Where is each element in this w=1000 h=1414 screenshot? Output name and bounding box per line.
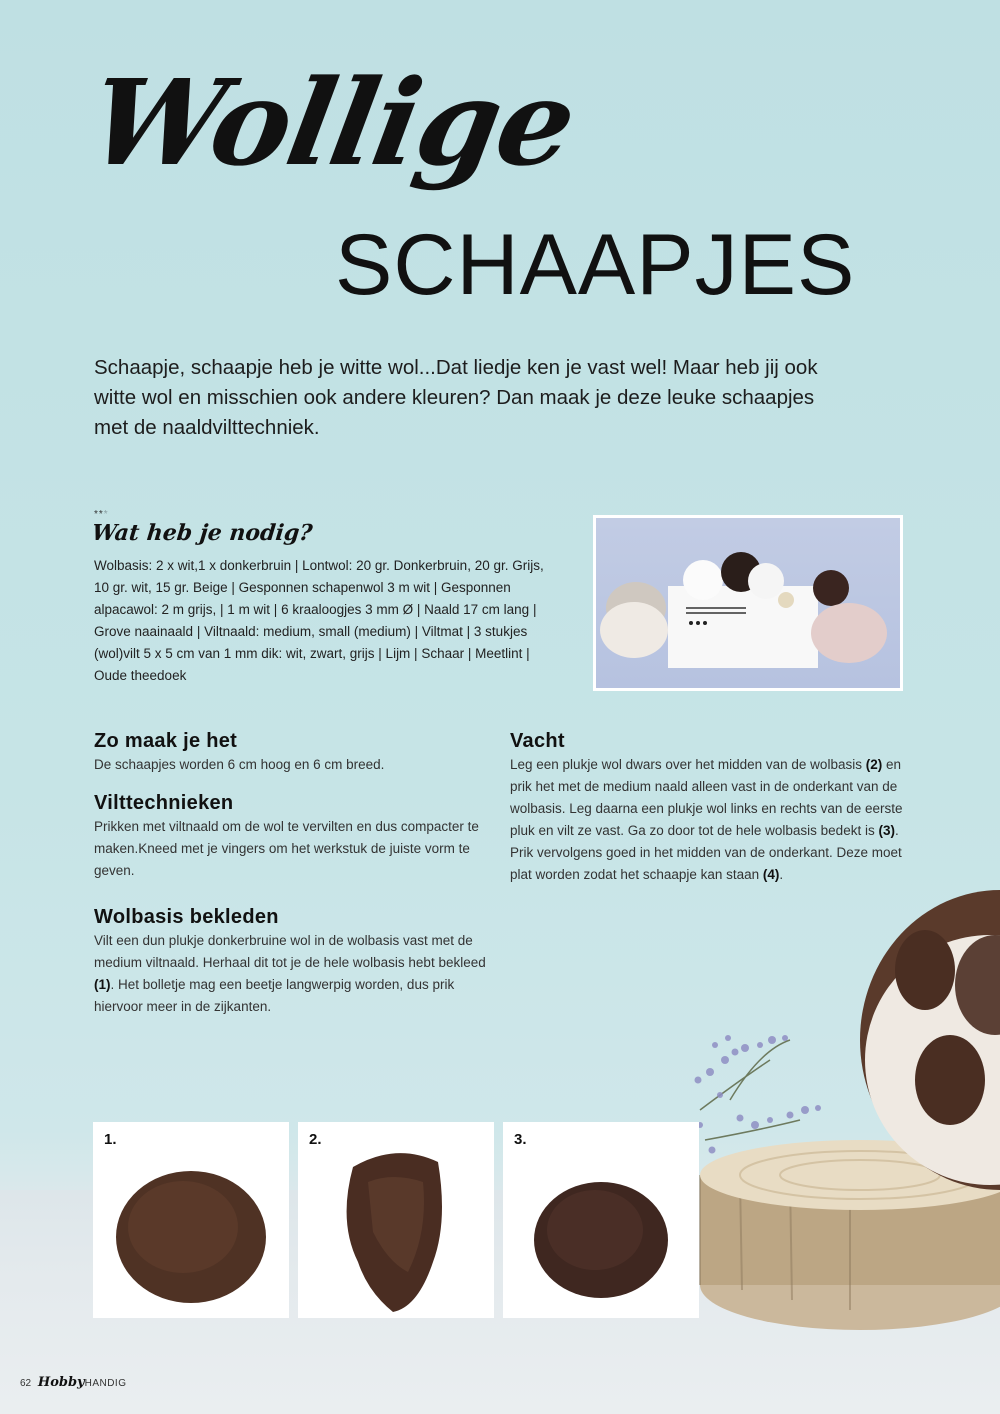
magazine-logo-suffix: HANDIG	[84, 1378, 127, 1389]
magazine-logo: Hobby	[37, 1375, 85, 1390]
needs-heading: Wat heb je nodig?	[90, 520, 314, 546]
kit-photo	[593, 515, 903, 691]
wool-ball-3-image	[503, 1122, 699, 1318]
title-caps: SCHAAPJES	[335, 217, 856, 313]
difficulty-stars-off: *	[103, 509, 109, 520]
step-number-3: 3.	[514, 1131, 527, 1148]
needs-list: Wolbasis: 2 x wit,1 x donkerbruin | Lontwol: 20 gr. Donkerbruin, 20 gr. Grijs, 10 gr. wit, 15 gr. Beige | Gesponnen schapenwol 3 m wit | Gesponnen alpacawol: 2 m grijs, | 1 m wit | 6 kraaloogjes 3 mm Ø | Naald 17 cm lang | Grove naainaald | Viltnaald: medium, small (medium) | Viltmat | 3 stukjes (wol)vilt 5 x 5 cm van 1 mm dik: wit, zwart, grijs | Lijm | Schaar | Meetlint | Oude theedoek	[94, 558, 544, 683]
step-photo-1	[93, 1122, 289, 1318]
right-column	[510, 728, 910, 886]
intro-paragraph: Schaapje, schaapje heb je witte wol...Dat liedje ken je vast wel! Maar heb jij ook witte wol en misschien ook andere kleuren? Dan maak je deze leuke schaapjes met de naaldvilttechniek.	[94, 356, 818, 439]
step-ref-4: (4)	[762, 867, 780, 882]
section-body-wolbasis: Vilt een dun plukje donkerbruine wol in de wolbasis vast met de medium viltnaald. Herhaal dit tot je de hele wolbasis hebt bekleed (1). Het bolletje mag een beetje langwerpig worden, dus prik hiervoor meer in de zijkanten.	[94, 933, 486, 1014]
section-title-vacht: Vacht	[510, 730, 565, 752]
section-title-wolbasis: Wolbasis bekleden	[94, 906, 279, 928]
difficulty-stars-on: **	[94, 509, 104, 520]
page-footer	[20, 1375, 127, 1390]
kit-illustration	[596, 518, 900, 688]
section-body-vilttechnieken: Prikken met viltnaald om de wol te vervilten en dus compacter te maken.Kneed met je vingers om het werkstuk de juiste vorm te geven.	[94, 819, 479, 878]
step-number-2: 2.	[309, 1131, 322, 1148]
section-title-zo-maak: Zo maak je het	[94, 730, 238, 752]
step-ref-3: (3)	[878, 823, 895, 838]
page-number: 62	[20, 1378, 32, 1389]
section-title-vilttechnieken: Vilttechnieken	[94, 792, 234, 814]
step-ref-2: (2)	[865, 757, 883, 772]
step-photo-3	[503, 1122, 699, 1318]
title-script: Wollige	[79, 53, 585, 192]
section-body-zo-maak: De schaapjes worden 6 cm hoog en 6 cm breed.	[94, 757, 385, 772]
step-number-1: 1.	[104, 1131, 117, 1148]
step-ref-1: (1)	[94, 977, 111, 992]
section-body-vacht: Leg een plukje wol dwars over het midden van de wolbasis (2) en prik het met de medium naald alleen vast in de onderkant van de wolbasis. Leg daarna een plukje wol links en rechts van de eerste pluk en vilt ze vast. Ga zo door tot de hele wolbasis bedekt is (3). Prik vervolgens goed in het midden van de onderkant. Deze moet plat worden zodat het schaapje kan staan (4).	[510, 757, 903, 882]
step-photo-2	[298, 1122, 494, 1318]
wool-ball-2-image	[298, 1122, 494, 1318]
kit-photo-image	[596, 518, 900, 688]
difficulty-rating	[94, 509, 109, 520]
wool-ball-1-image	[93, 1122, 289, 1318]
left-column	[94, 728, 504, 1018]
